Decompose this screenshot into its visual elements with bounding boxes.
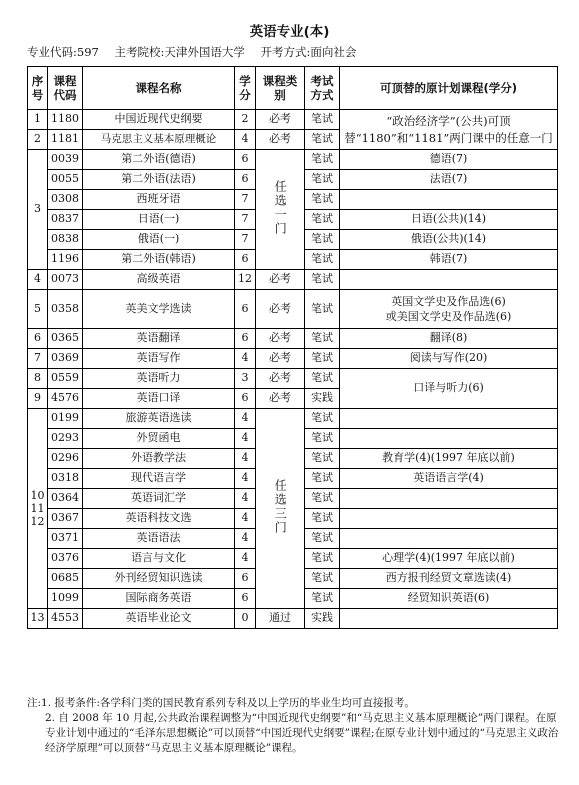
credit-cell: 6 [235, 250, 256, 270]
category-cell: 必考 [256, 389, 305, 409]
equiv-cell [340, 409, 558, 429]
category-cell-elective-one [256, 150, 305, 270]
category-cell: 必考 [256, 349, 305, 369]
name-cell: 旅游英语选读 [83, 409, 235, 429]
equiv-cell [340, 429, 558, 449]
program-code: 专业代码:597 [27, 45, 99, 59]
table-row [28, 150, 558, 170]
exam-cell: 笔试 [305, 290, 340, 329]
category-cell: 必考 [256, 110, 305, 130]
category-cell: 必考 [256, 369, 305, 389]
seq-cell: 1 [28, 110, 48, 130]
equiv-cell [340, 489, 558, 509]
credit-cell: 4 [235, 349, 256, 369]
name-cell: 俄语(一) [83, 230, 235, 250]
exam-cell: 笔试 [305, 130, 340, 150]
header-credit: 学分 [235, 67, 256, 110]
name-cell: 英语词汇学 [83, 489, 235, 509]
credit-cell: 4 [235, 469, 256, 489]
equiv-cell [340, 609, 558, 629]
equiv-cell: 翻译(8) [340, 329, 558, 349]
header-equiv: 可顶替的原计划课程(学分) [340, 67, 558, 110]
exam-school: 主考院校:天津外国语大学 [114, 45, 245, 59]
table-header-row [28, 67, 558, 110]
credit-cell: 4 [235, 529, 256, 549]
equiv-cell: 德语(7) [340, 150, 558, 170]
category-cell: 必考 [256, 270, 305, 290]
exam-cell: 笔试 [305, 349, 340, 369]
equiv-cell: 英语语言学(4) [340, 469, 558, 489]
credit-cell: 2 [235, 110, 256, 130]
footnote-1: 注:1. 报考条件:各学科门类的国民教育系列专科及以上学历的毕业生均可直接报考。 [27, 697, 415, 709]
seq-cell: 9 [28, 389, 48, 409]
credit-cell: 4 [235, 130, 256, 150]
equiv-cell: 心理学(4)(1997 年底以前) [340, 549, 558, 569]
name-cell: 第二外语(韩语) [83, 250, 235, 270]
header-seq: 序号 [28, 67, 48, 110]
equiv-cell [340, 270, 558, 290]
code-cell: 0199 [48, 409, 83, 429]
code-cell: 0308 [48, 190, 83, 210]
equiv-cell: 西方报刊经贸文章选读(4) [340, 569, 558, 589]
table-row [28, 369, 558, 389]
code-cell: 0369 [48, 349, 83, 369]
exam-cell: 笔试 [305, 569, 340, 589]
equiv-cell: 俄语(公共)(14) [340, 230, 558, 250]
equiv-cell [340, 190, 558, 210]
category-cell: 必考 [256, 130, 305, 150]
credit-cell: 4 [235, 509, 256, 529]
equiv-cell [340, 529, 558, 549]
exam-cell: 笔试 [305, 589, 340, 609]
name-cell: 第二外语(德语) [83, 150, 235, 170]
name-cell: 英语写作 [83, 349, 235, 369]
table-row [28, 290, 558, 329]
code-cell: 0837 [48, 210, 83, 230]
seq-cell: 13 [28, 609, 48, 629]
credit-cell: 6 [235, 150, 256, 170]
name-cell: 马克思主义基本原理概论 [83, 130, 235, 150]
code-cell: 0376 [48, 549, 83, 569]
equiv-cell [340, 509, 558, 529]
credit-cell: 6 [235, 589, 256, 609]
code-cell: 0365 [48, 329, 83, 349]
exam-cell: 笔试 [305, 449, 340, 469]
page-title: 英语专业(本) [249, 24, 330, 40]
equiv-cell: 法语(7) [340, 170, 558, 190]
exam-cell: 笔试 [305, 429, 340, 449]
exam-cell: 笔试 [305, 409, 340, 429]
exam-cell: 笔试 [305, 329, 340, 349]
credit-cell: 6 [235, 290, 256, 329]
code-cell: 1196 [48, 250, 83, 270]
credit-cell: 12 [235, 270, 256, 290]
code-cell: 0039 [48, 150, 83, 170]
table-row [28, 409, 558, 429]
table-row [28, 349, 558, 369]
credit-cell: 4 [235, 429, 256, 449]
code-cell: 4576 [48, 389, 83, 409]
name-cell: 外刊经贸知识选读 [83, 569, 235, 589]
exam-cell: 笔试 [305, 170, 340, 190]
code-cell: 0364 [48, 489, 83, 509]
credit-cell: 4 [235, 549, 256, 569]
equiv-cell: 口译与听力(6) [340, 369, 558, 409]
exam-cell: 实践 [305, 389, 340, 409]
name-cell: 语言与文化 [83, 549, 235, 569]
equiv-cell: 阅读与写作(20) [340, 349, 558, 369]
code-cell: 0838 [48, 230, 83, 250]
name-cell: 西班牙语 [83, 190, 235, 210]
credit-cell: 0 [235, 609, 256, 629]
name-cell: 英语口译 [83, 389, 235, 409]
credit-cell: 7 [235, 210, 256, 230]
exam-cell: 笔试 [305, 110, 340, 130]
exam-cell: 笔试 [305, 250, 340, 270]
equiv-cell: 英国文学史及作品选(6) 或美国文学史及作品选(6) [340, 290, 558, 329]
footnotes [27, 696, 562, 756]
code-cell: 1099 [48, 589, 83, 609]
code-cell: 0358 [48, 290, 83, 329]
category-cell: 必考 [256, 290, 305, 329]
seq-cell: 8 [28, 369, 48, 389]
course-table [27, 66, 558, 629]
table-row [28, 329, 558, 349]
exam-cell: 笔试 [305, 190, 340, 210]
name-cell: 英语翻译 [83, 329, 235, 349]
header-code: 课程代码 [48, 67, 83, 110]
code-cell: 0367 [48, 509, 83, 529]
credit-cell: 7 [235, 230, 256, 250]
exam-cell: 实践 [305, 609, 340, 629]
header-name: 课程名称 [83, 67, 235, 110]
table-row [28, 609, 558, 629]
name-cell: 外语教学法 [83, 449, 235, 469]
name-cell: 国际商务英语 [83, 589, 235, 609]
code-cell: 0055 [48, 170, 83, 190]
code-cell: 0296 [48, 449, 83, 469]
code-cell: 0559 [48, 369, 83, 389]
equiv-cell: 日语(公共)(14) [340, 210, 558, 230]
equiv-cell: 韩语(7) [340, 250, 558, 270]
code-cell: 0318 [48, 469, 83, 489]
code-cell: 0073 [48, 270, 83, 290]
credit-cell: 4 [235, 489, 256, 509]
seq-cell: 2 [28, 130, 48, 150]
exam-cell: 笔试 [305, 210, 340, 230]
program-meta [27, 44, 368, 60]
exam-cell: 笔试 [305, 230, 340, 250]
name-cell: 英语毕业论文 [83, 609, 235, 629]
exam-cell: 笔试 [305, 529, 340, 549]
exam-cell: 笔试 [305, 369, 340, 389]
equiv-cell: 经贸知识英语(6) [340, 589, 558, 609]
credit-cell: 6 [235, 170, 256, 190]
code-cell: 0371 [48, 529, 83, 549]
name-cell: 日语(一) [83, 210, 235, 230]
category-cell-elective-three [256, 409, 305, 609]
exam-cell: 笔试 [305, 270, 340, 290]
elective-three-label: 任选三门 [273, 478, 288, 535]
exam-cell: 笔试 [305, 489, 340, 509]
name-cell: 高级英语 [83, 270, 235, 290]
equiv-cell: “政治经济学”(公共)可顶替“1180”和“1181”两门课中的任意一门 [340, 110, 558, 150]
name-cell: 现代语言学 [83, 469, 235, 489]
seq-cell: 5 [28, 290, 48, 329]
code-cell: 1181 [48, 130, 83, 150]
seq-cell: 10 11 12 [28, 409, 48, 609]
header-category: 课程类别 [256, 67, 305, 110]
code-cell: 4553 [48, 609, 83, 629]
name-cell: 外贸函电 [83, 429, 235, 449]
category-cell: 通过 [256, 609, 305, 629]
code-cell: 1180 [48, 110, 83, 130]
seq-cell: 6 [28, 329, 48, 349]
header-exam: 考试方式 [305, 67, 340, 110]
code-cell: 0685 [48, 569, 83, 589]
credit-cell: 6 [235, 389, 256, 409]
credit-cell: 3 [235, 369, 256, 389]
exam-cell: 笔试 [305, 150, 340, 170]
credit-cell: 7 [235, 190, 256, 210]
name-cell: 第二外语(法语) [83, 170, 235, 190]
category-cell: 必考 [256, 329, 305, 349]
name-cell: 英美文学选读 [83, 290, 235, 329]
exam-cell: 笔试 [305, 509, 340, 529]
exam-cell: 笔试 [305, 549, 340, 569]
name-cell: 英语科技文选 [83, 509, 235, 529]
code-cell: 0293 [48, 429, 83, 449]
seq-cell: 4 [28, 270, 48, 290]
credit-cell: 4 [235, 409, 256, 429]
seq-cell: 7 [28, 349, 48, 369]
credit-cell: 6 [235, 569, 256, 589]
equiv-cell: 教育学(4)(1997 年底以前) [340, 449, 558, 469]
name-cell: 英语语法 [83, 529, 235, 549]
credit-cell: 4 [235, 449, 256, 469]
name-cell: 中国近现代史纲要 [83, 110, 235, 130]
exam-cell: 笔试 [305, 469, 340, 489]
footnote-2: 2. 自 2008 年 10 月起,公共政治课程调整为“中国近现代史纲要”和“马克思主义基本原理概论”两门课程。在原专业计划中通过的“毛泽东思想概论”可以顶替“中国近现代史纲要”课程;在原专业计划中通过的“马克思主义政治经济学原理”可以顶替“马克思主义基本原理概论”课程。 [45, 712, 559, 754]
exam-mode: 开考方式:面向社会 [260, 45, 357, 59]
seq-cell: 3 [28, 150, 48, 270]
table-row [28, 270, 558, 290]
credit-cell: 6 [235, 329, 256, 349]
table-row [28, 110, 558, 130]
name-cell: 英语听力 [83, 369, 235, 389]
elective-one-label: 任选一门 [273, 179, 288, 236]
